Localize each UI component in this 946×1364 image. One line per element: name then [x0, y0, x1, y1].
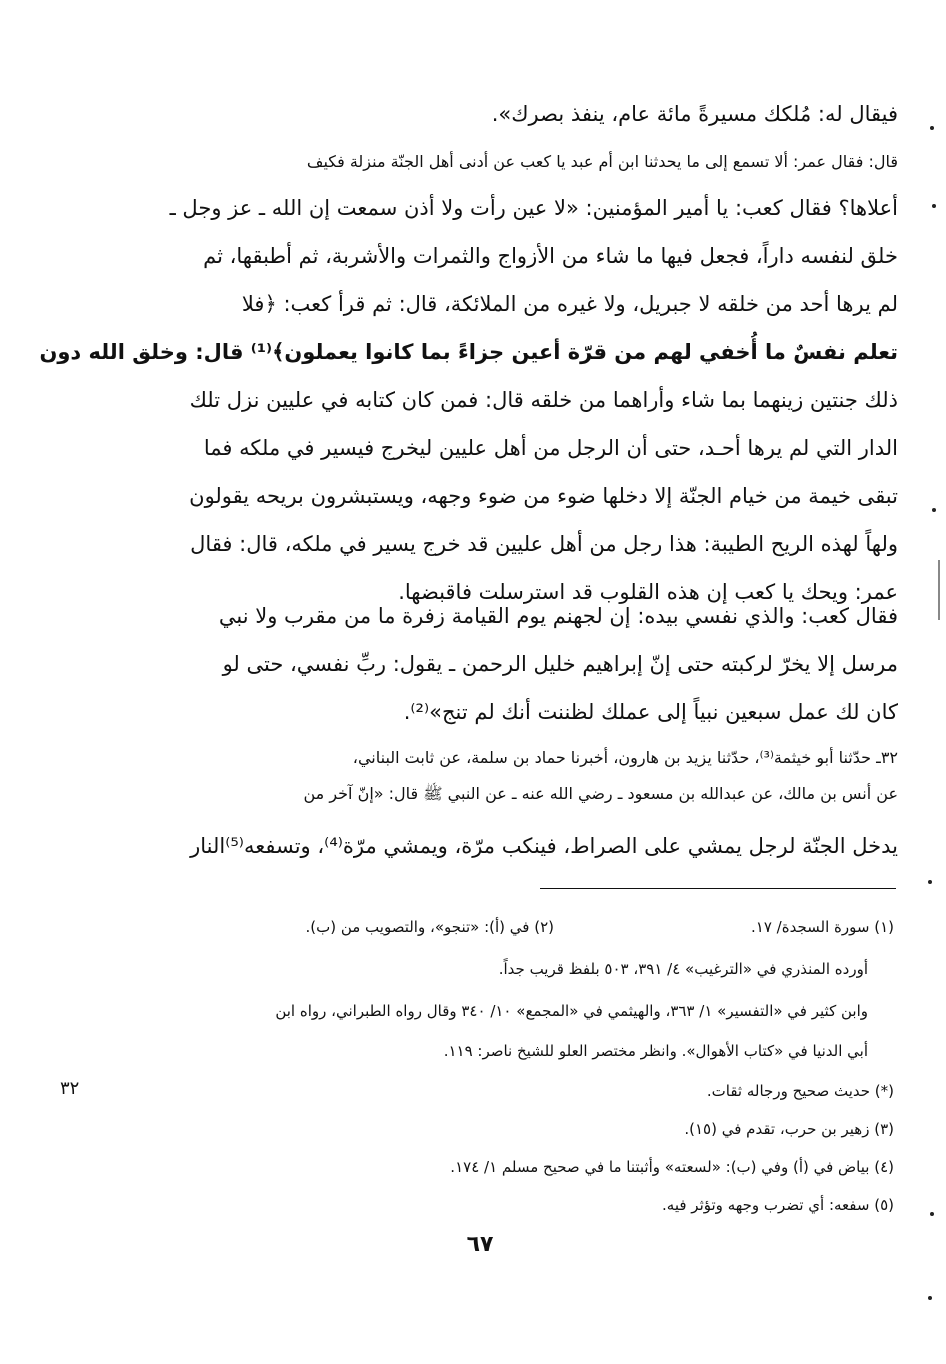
body-line: مرسل إلا يخرّ لركبته حتى إنّ إبراهيم خليل الرحمن ـ يقول: ربِّ نفسي، حتى لو [222, 652, 898, 676]
body-line: يدخل الجنّة لرجل يمشي على الصراط، فينكب مرّة، ويمشي مرّة⁽⁴⁾، وتسفعه⁽⁵⁾النار [190, 834, 898, 858]
margin-number: ٣٢ [60, 1078, 80, 1099]
body-line: فقال كعب: والذي نفسي بيده: إن لجهنم يوم القيامة زفرة ما من مقرب ولا نبي [218, 604, 898, 628]
main-text [128, 592, 898, 736]
body-line: قال: فقال عمر: ألا تسمع إلى ما يحدثنا ابن أم عبد يا كعب عن أدنى أهل الجنّة منزلة فكيف [306, 152, 898, 171]
main-text [128, 740, 898, 812]
body-line: فيقال له: مُلكك مسيرةً مائة عام، ينفذ بصرك». [491, 102, 898, 126]
footnote: وابن كثير في «التفسير» ١/ ٣٦٣، والهيثمي في «المجمع» ١٠/ ٣٤٠ وقال رواه الطبراني، رواه ابن [275, 1002, 868, 1020]
body-line: عمر: ويحك يا كعب إن هذه القلوب قد استرسلت فاقبضها. [398, 580, 898, 604]
body-line: الدار التي لم يرها أحـد، حتى أن الرجل من أهل عليين ليخرج فيسير في ملكه فما [203, 436, 898, 460]
scan-speck [928, 880, 932, 884]
body-line: تعلم نفسٌ ما أُخفي لهم من قرّة أعين جزاءً بما كانوا يعملون﴾⁽¹⁾ قال: وخلق الله دون [39, 340, 898, 364]
body-line: لم يرها أحد من خلقه لا جبريل، ولا غيره من الملائكة، قال: ثم قرأ كعب: ﴿فلا [241, 292, 898, 316]
scan-speck [930, 126, 934, 130]
footnote: أبي الدنيا في «كتاب الأهوال». وانظر مختصر العلو للشيخ ناصر: ١١٩. [443, 1042, 868, 1060]
body-line: أعلاها؟ فقال كعب: يا أمير المؤمنين: «لا عين رأت ولا أذن سمعت إن الله ـ عز وجل ـ [169, 196, 898, 220]
main-text [128, 144, 898, 180]
footnote: أورده المنذري في «الترغيب» ٤/ ٣٩١، ٥٠٣ بلفظ قريب جداً. [498, 960, 868, 978]
footnote-separator [540, 888, 896, 889]
footnote: (٥) سفعه: أي تضرب وجهه وتؤثر فيه. [662, 1196, 894, 1214]
scan-edge-mark [938, 560, 940, 620]
main-text [128, 90, 898, 138]
footnote: (١) سورة السجدة/ ١٧. [751, 918, 894, 936]
footnote: (٣) زهير بن حرب، تقدم في (١٥). [684, 1120, 894, 1138]
scan-speck [932, 204, 936, 208]
footnote: (*) حديث صحيح ورجاله ثقات. [706, 1082, 894, 1100]
body-line: تبقى خيمة من خيام الجنّة إلا دخلها ضوء من ضوء وجهه، ويستبشرون بريحه يقولون [189, 484, 898, 508]
main-text [128, 822, 898, 870]
body-line: ذلك جنتين زينهما بما شاء وأراهما من خلقه قال: فمن كان كتابه في عليين نزل تلك [189, 388, 898, 412]
body-line: ولهاً لهذه الريح الطيبة: هذا رجل من أهل عليين قد خرج يسير في ملكه، قال: فقال [190, 532, 898, 556]
footnote: (٢) في (أ): «تنجو»، والتصويب من (ب). [305, 918, 554, 936]
footnote: (٤) بياض في (أ) وفي (ب): «لسعته» وأثبتنا ما في صحيح مسلم ١/ ١٧٤. [450, 1158, 894, 1176]
page-number: ٦٧ [466, 1232, 494, 1257]
scan-speck [928, 1296, 932, 1300]
body-line: ٣٢ـ حدّثنا أبو خيثمة⁽³⁾، حدّثنا يزيد بن هارون، أخبرنا حماد بن سلمة، عن ثابت البناني، [352, 748, 898, 767]
body-line: كان لك عمل سبعين نبياً إلى عملك لظننت أنك لم تنج»⁽²⁾. [403, 700, 898, 724]
main-text [39, 184, 898, 616]
body-line: خلق لنفسه داراً، فجعل فيها ما شاء من الأزواج والثمرات والأشربة، ثم أطبقها، ثم [203, 244, 898, 268]
scan-speck [932, 508, 936, 512]
scan-speck [930, 1212, 934, 1216]
body-line: عن أنس بن مالك، عن عبدالله بن مسعود ـ رضي الله عنه ـ عن النبي ﷺ قال: «إنّ آخر من [303, 784, 898, 803]
